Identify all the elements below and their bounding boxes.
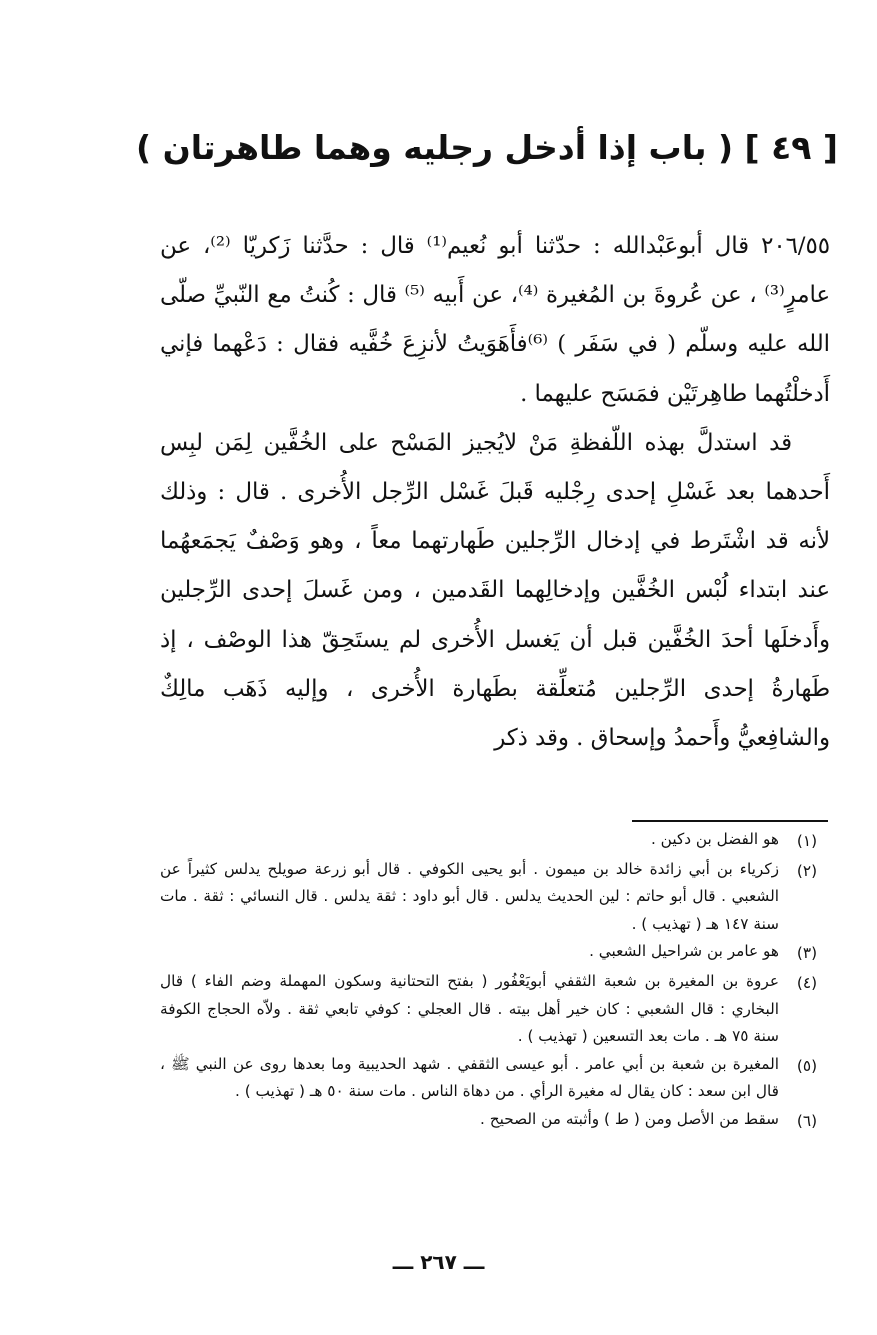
footnote-number: (٦) bbox=[796, 1111, 818, 1130]
footnote-item bbox=[160, 1106, 835, 1136]
footnote-text: هو عامر بن شراحيل الشعبي . bbox=[589, 942, 779, 961]
footnote-text: عروة بن المغيرة بن شعبة الثقفي أبويَعْفُور ( بفتح التحتانية وسكون المهملة وضم الفاء ) قال البخاري : قال الشعبي : كان خير أهل بيته . قال العجلي : كوفي تابعي ثقة . ولاّه الحجاج الكوفة سنة ٧٥ هـ . مات بعد التسعين ( تهذيب ) . bbox=[160, 971, 779, 1046]
footnote-number: (٥) bbox=[796, 1056, 818, 1075]
hadith-paragraph: ٢٠٦/٥٥ قال أبوعَبْدالله : حدّثنا أبو نُعيم⁽¹⁾ قال : حدَّثنا زَكريّا ⁽²⁾، عن عامرٍ⁽³⁾ ، عن عُروةَ بن المُغيرة ⁽⁴⁾، عن أَبيه ⁽⁵⁾ قال : كُنتُ مع النّبيِّ صلّى الله عليه وسلّم ( في سَفَر ) ⁽⁶⁾فأَهَوَيتُ لأنزِعَ خُفَّيه فقال : دَعْهما فإني أَدخلْتُهما طاهِرتَيْن فمَسَح عليهما . bbox=[160, 233, 830, 407]
footnote-item bbox=[160, 826, 835, 856]
footnote-text: المغيرة بن شعبة بن أبي عامر . أبو عيسى الثقفي . شهد الحديبية وما بعدها روى عن النبي ﷺ ، قال ابن سعد : كان يقال له مغيرة الرأي . من دهاة الناس . مات سنة ٥٠ هـ ( تهذيب ) . bbox=[160, 1054, 779, 1101]
page-number: ـــ ٢٦٧ ـــ bbox=[392, 1250, 485, 1274]
footnote-number: (٣) bbox=[796, 944, 818, 963]
footnote-text: زكرياء بن أبي زائدة خالد بن ميمون . أبو يحيى الكوفي . قال أبو زرعة صويلح يدلس كثيراً عن الشعبي . قال أبو حاتم : لين الحديث يدلس . قال أبو داود : ثقة يدلس . قال النسائي : ثقة . مات سنة ١٤٧ هـ ( تهذيب ) . bbox=[160, 859, 779, 933]
footnote-item bbox=[160, 856, 835, 939]
footnote-number: (٢) bbox=[796, 861, 818, 880]
chapter-heading: [ ٤٩ ] ( باب إذا أدخل رجليه وهما طاهرتان ) bbox=[136, 128, 838, 167]
footnote-text: سقط من الأصل ومن ( ط ) وأثبته من الصحيح . bbox=[480, 1109, 779, 1128]
footnote-separator bbox=[632, 820, 828, 822]
footnote-number: (١) bbox=[796, 832, 818, 850]
footnote-item bbox=[160, 968, 835, 1051]
footnote-item bbox=[160, 938, 835, 968]
footnote-text: هو الفضل بن دكين . bbox=[650, 830, 779, 848]
footnote-item bbox=[160, 1051, 835, 1106]
commentary-paragraph: قد استدلَّ بهذه اللّفظةِ مَنْ لايُجيز المَسْح على الخُفَّين لِمَن لبِس أَحدهما بعد غَسْلِ إحدى رِجْليه قَبلَ غَسْل الرِّجل الأُخرى . قال : وذلك لأنه قد اشْتَرط في إدخال الرِّجلين طَهارتهما معاً ، وهو وَصْفٌ يَجمَعهُما عند ابتداء لُبْس الخُفَّين وإدخالِهما القَدمين ، ومن غَسلَ إحدى الرِّجلين وأَدخلَها أحدَ الخُفَّين قبل أن يَغسل الأُخرى لم يستَحِقّ هذا الوصْف ، إذ طَهارةُ إحدى الرِّجلين مُتعلِّقة بطَهارة الأُخرى ، وإليه ذَهَب مالِكٌ والشافِعيُّ وأَحمدُ وإسحاق . وقد ذكر bbox=[160, 429, 830, 752]
footnotes bbox=[160, 826, 835, 1136]
main-text bbox=[160, 222, 830, 763]
footnote-number: (٤) bbox=[796, 973, 818, 992]
